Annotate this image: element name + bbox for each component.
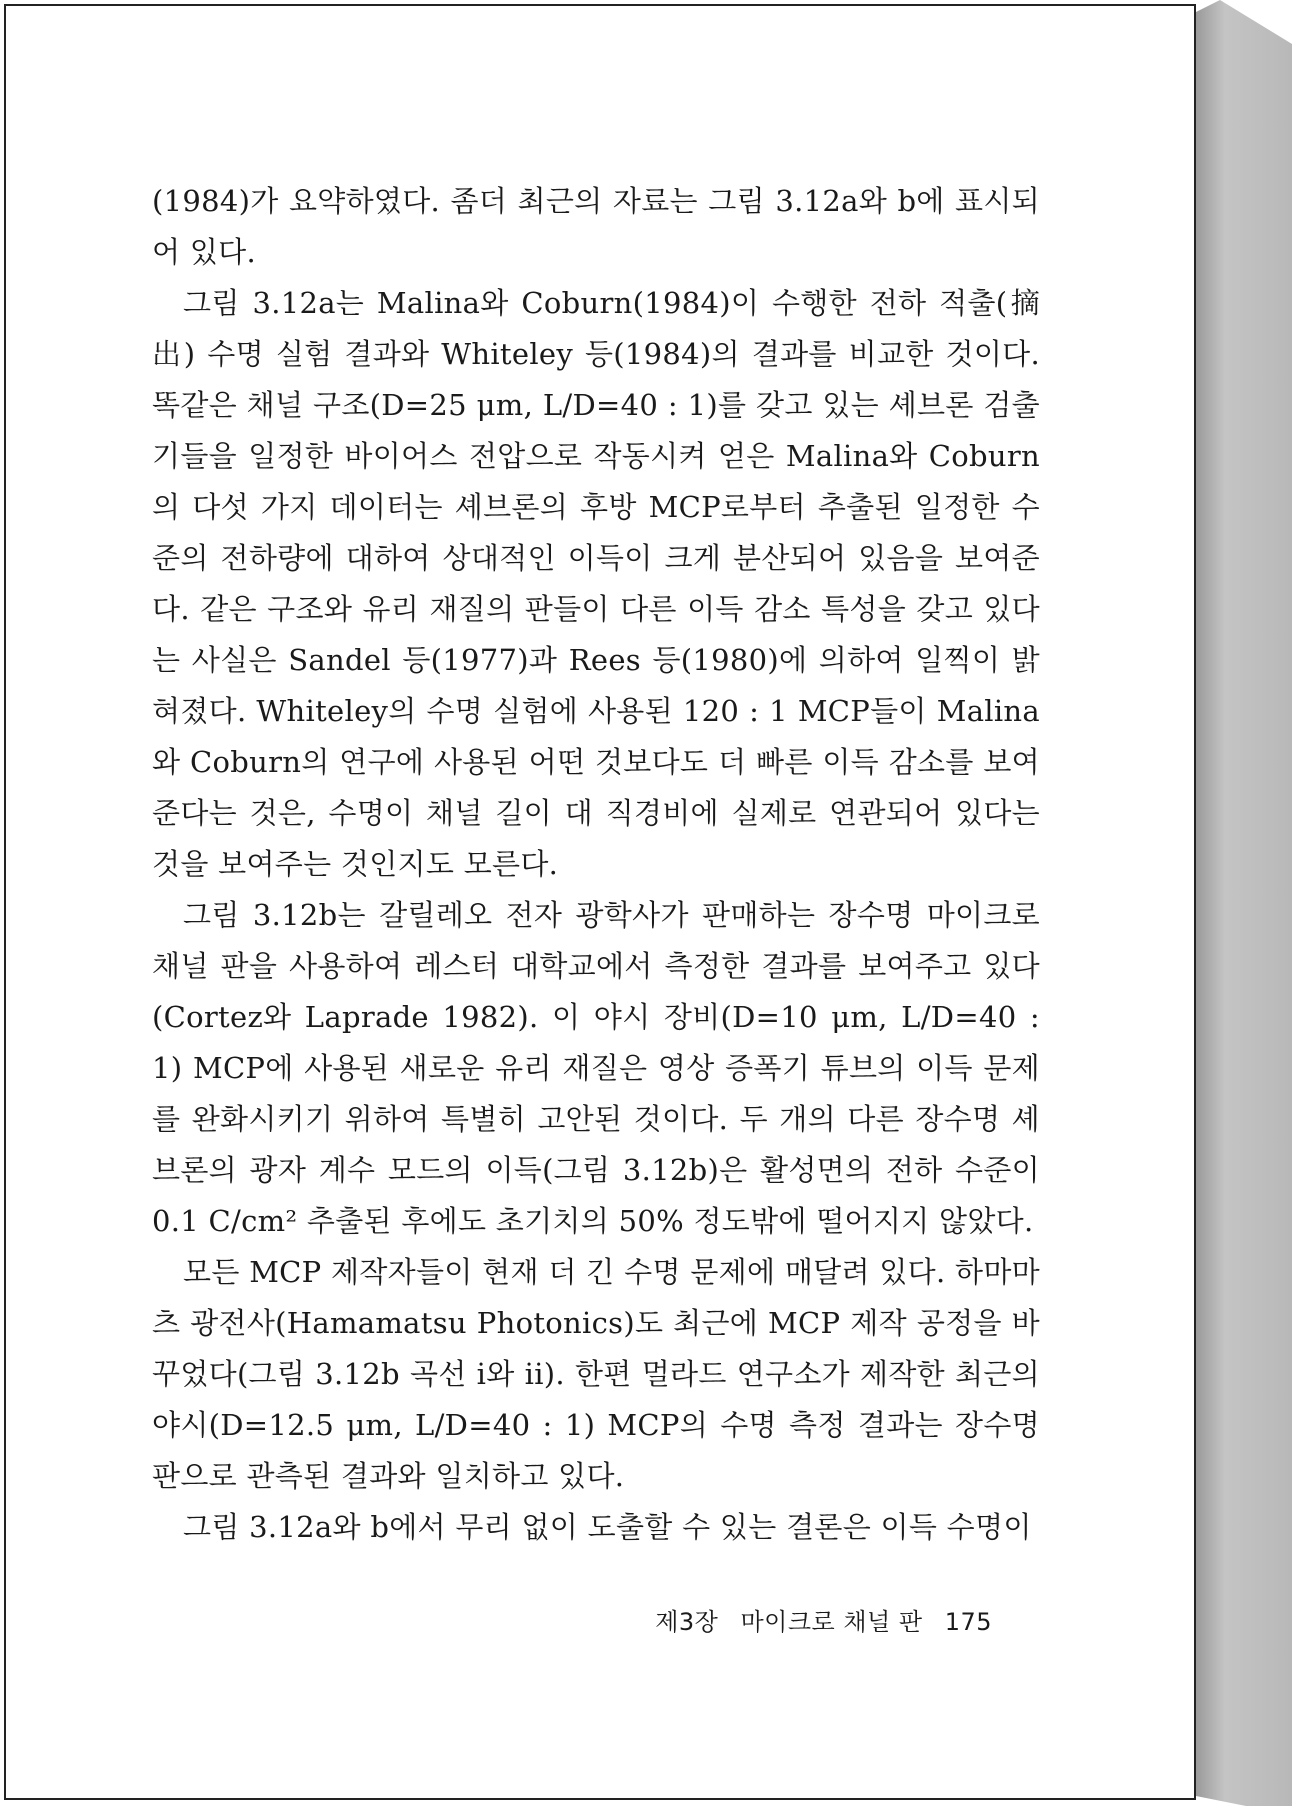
body-text xyxy=(152,176,1040,1553)
page-number: 175 xyxy=(944,1608,992,1636)
paragraph-4: 모든 MCP 제작자들이 현재 더 긴 수명 문제에 매달려 있다. 하마마츠 광전사(Hamamatsu Photonics)도 최근에 MCP 제작 공정을 바꾸었다(그림 3.12b 곡선 i와 ii). 한편 멀라드 연구소가 제작한 최근의 야시(D=12.5 μm, L/D=40 : 1) MCP의 수명 측정 결과는 장수명 판으로 관측된 결과와 일치하고 있다. xyxy=(152,1255,1040,1493)
book-page-edge xyxy=(1196,0,1292,1806)
paragraph-5: 그림 3.12a와 b에서 무리 없이 도출할 수 있는 결론은 이득 수명이 xyxy=(183,1510,1032,1544)
paragraph-3: 그림 3.12b는 갈릴레오 전자 광학사가 판매하는 장수명 마이크로 채널 판을 사용하여 레스터 대학교에서 측정한 결과를 보여주고 있다(Cortez와 Laprade 1982). 이 야시 장비(D=10 μm, L/D=40 : 1) MCP에 사용된 새로운 유리 재질은 영상 증폭기 튜브의 이득 문제를 완화시키기 위하여 특별히 고안된 것이다. 두 개의 다른 장수명 셰브론의 광자 계수 모드의 이득(그림 3.12b)은 활성면의 전하 수준이 0.1 C/cm² 추출된 후에도 초기치의 50% 정도밖에 떨어지지 않았다. xyxy=(152,898,1040,1238)
footer-chapter-title: 마이크로 채널 판 xyxy=(740,1608,923,1636)
page-footer xyxy=(655,1602,992,1637)
book-page xyxy=(4,4,1196,1800)
paragraph-1: (1984)가 요약하였다. 좀더 최근의 자료는 그림 3.12a와 b에 표시되어 있다. xyxy=(152,184,1040,269)
paragraph-2: 그림 3.12a는 Malina와 Coburn(1984)이 수행한 전하 적출(摘出) 수명 실험 결과와 Whiteley 등(1984)의 결과를 비교한 것이다. 똑같은 채널 구조(D=25 μm, L/D=40 : 1)를 갖고 있는 셰브론 검출기들을 일정한 바이어스 전압으로 작동시켜 얻은 Malina와 Coburn의 다섯 가지 데이터는 셰브론의 후방 MCP로부터 추출된 일정한 수준의 전하량에 대하여 상대적인 이득이 크게 분산되어 있음을 보여준다. 같은 구조와 유리 재질의 판들이 다른 이득 감소 특성을 갖고 있다는 사실은 Sandel 등(1977)과 Rees 등(1980)에 의하여 일찍이 밝혀졌다. Whiteley의 수명 실험에 사용된 120 : 1 MCP들이 Malina와 Coburn의 연구에 사용된 어떤 것보다도 더 빠른 이득 감소를 보여준다는 것은, 수명이 채널 길이 대 직경비에 실제로 연관되어 있다는 것을 보여주는 것인지도 모른다. xyxy=(152,286,1040,881)
footer-chapter: 제3장 xyxy=(655,1608,719,1636)
